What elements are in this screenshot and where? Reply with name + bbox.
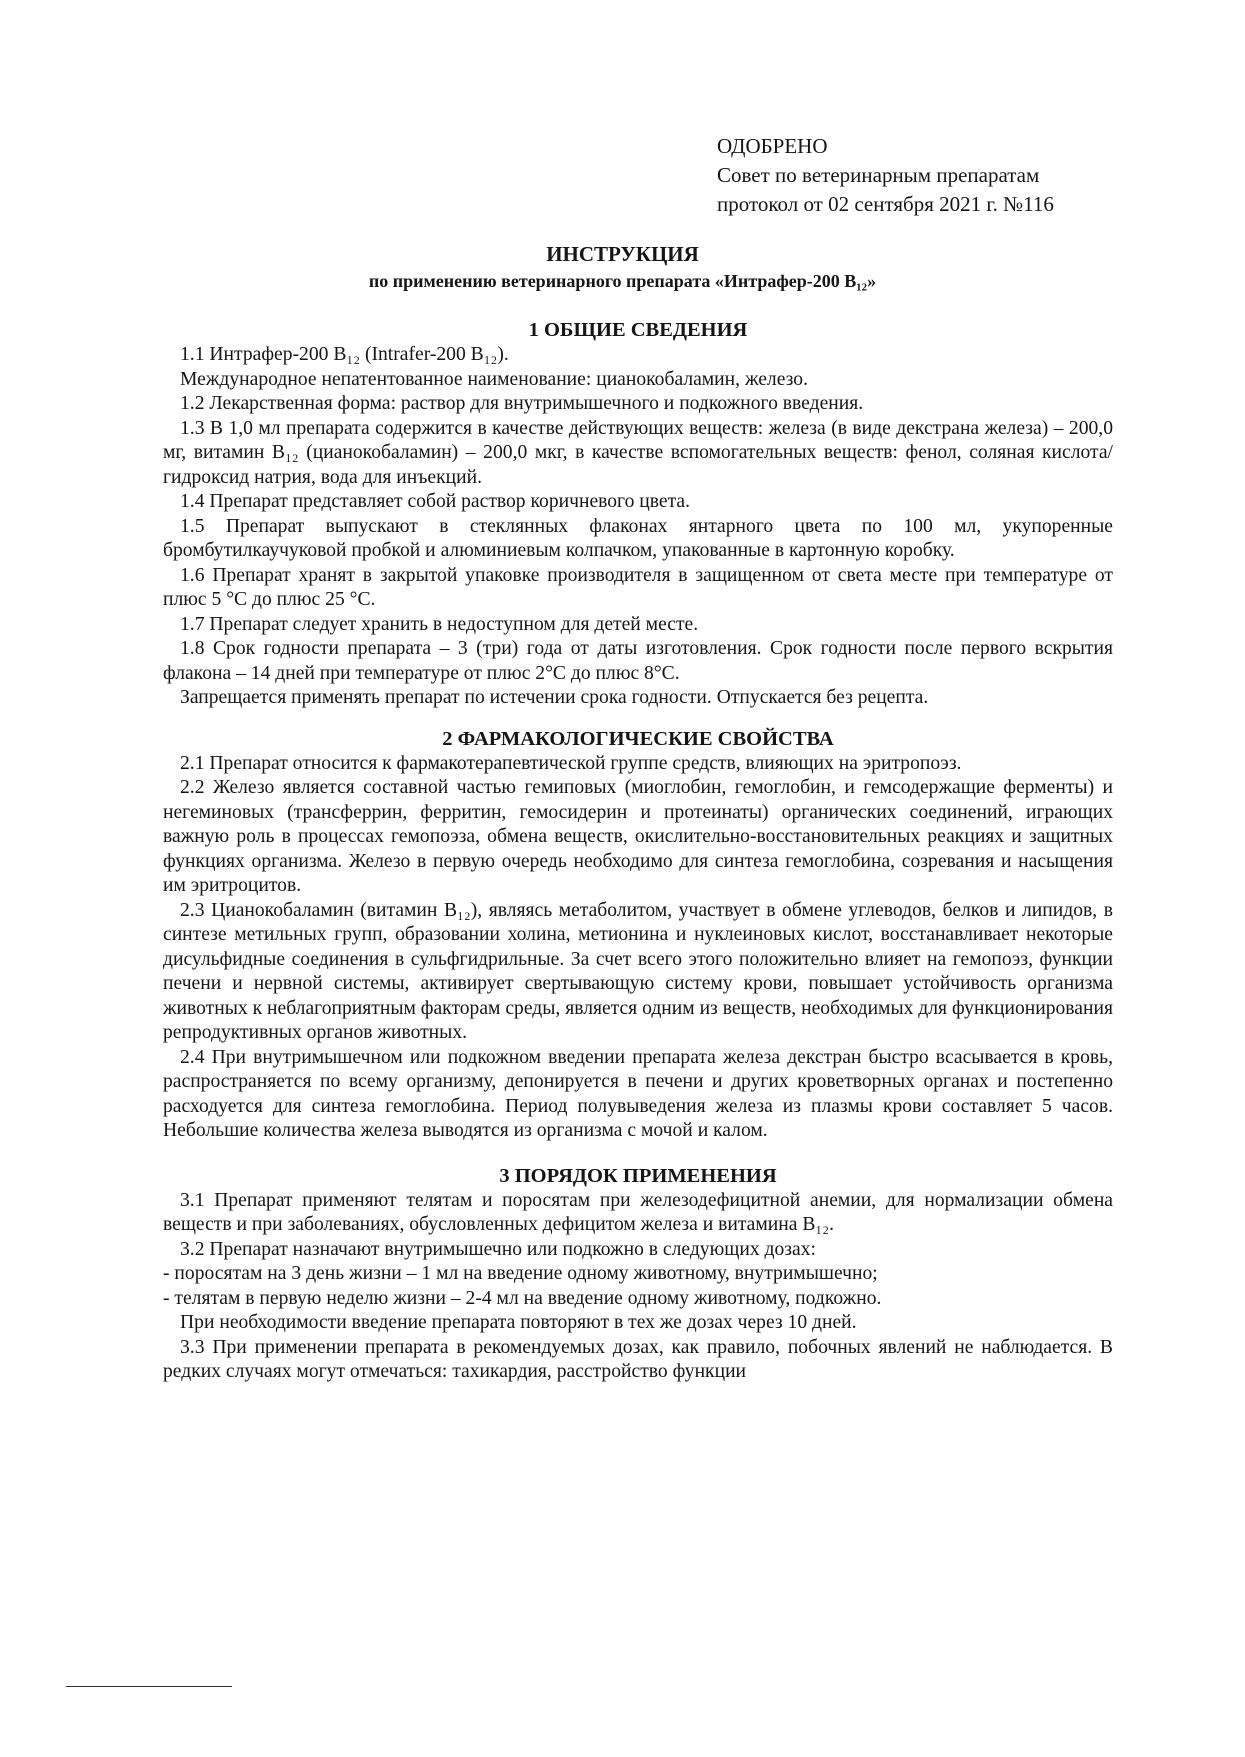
dose-item-calves: - телятам в первую неделю жизни – 2-4 мл на введение одному животному, подкожно. [163,1287,882,1309]
footnote-separator [66,1686,232,1687]
paragraph-2-4: 2.4 При внутримышечном или подкожном введении препарата железа декстран быстро всасывается в кровь, распространяется по всему организму, депонируется в печени и других кроветворных органах и постепенно расходуется для синтеза гемоглобина. Период полувыведения железа из плазмы крови составляет 5 часов. Небольшие количества железа выводятся из организма с мочой и калом. [163,1046,1113,1141]
paragraph-1-7: 1.7 Препарат следует хранить в недоступном для детей месте. [180,613,699,635]
approval-line-1: ОДОБРЕНО [717,134,828,158]
document-subtitle: по применению ветеринарного препарата «Интрафер-200 B₁₂» [368,271,877,291]
paragraph-3-1: 3.1 Препарат применяют телятам и поросятам при железодефицитной анемии, для нормализации обмена веществ и при заболеваниях, обусловленных дефицитом железа и витамина B₁₂. [163,1189,1113,1235]
paragraph-1-inn: Международное непатентованное наименование: цианокобаламин, железо. [180,368,808,390]
paragraph-1-6: 1.6 Препарат хранят в закрытой упаковке производителя в защищенном от света месте при температуре от плюс 5 °C до плюс 25 °C. [163,564,1113,610]
approval-line-3: протокол от 02 сентября 2021 г. №116 [717,192,1054,216]
paragraph-3-2: 3.2 Препарат назначают внутримышечно или подкожно в следующих дозах: [180,1238,816,1260]
section-heading-3: 3 ПОРЯДОК ПРИМЕНЕНИЯ [499,1164,777,1187]
document-title: ИНСТРУКЦИЯ [546,242,699,266]
paragraph-3-repeat: При необходимости введение препарата повторяют в тех же дозах через 10 дней. [180,1312,857,1333]
approval-stamp [717,132,1054,219]
paragraph-2-3: 2.3 Цианокобаламин (витамин B₁₂), являясь метаболитом, участвует в обмене углеводов, белков и липидов, в синтезе метильных групп, образовании холина, метионина и нуклеиновых кислот, восстанавливает некоторые дисульфидные соединения в сульфгидрильные. За счет всего этого положительно влияет на гемопоэз, функции печени и нервной системы, активирует свертывающую систему крови, повышает устойчивость организма животных к неблагоприятным факторам среды, является одним из веществ, необходимых для функционирования репродуктивных органов животных. [163,899,1113,1043]
section-heading-1: 1 ОБЩИЕ СВЕДЕНИЯ [528,319,748,341]
section-heading-2: 2 ФАРМАКОЛОГИЧЕСКИЕ СВОЙСТВА [442,727,834,750]
paragraph-2-2: 2.2 Железо является составной частью гемиповых (миоглобин, гемоглобин, и гемсодержащие ферменты) и негеминовых (трансферрин, ферритин, гемосидерин и протеинаты) органических соединений, играющих важную роль в процессах гемопоэза, обмена веществ, окислительно-восстановительных реакциях и защитных функциях организма. Железо в первую очередь необходимо для синтеза гемоглобина, созревания и насыщения им эритроцитов. [163,777,1113,896]
paragraph-1-5: 1.5 Препарат выпускают в стеклянных флаконах янтарного цвета по 100 мл, укупоренные бромбутилкаучуковой пробкой и алюминиевым колпачком, упакованные в картонную коробку. [163,515,1113,561]
paragraph-1-4: 1.4 Препарат представляет собой раствор коричневого цвета. [180,491,691,512]
paragraph-2-1: 2.1 Препарат относится к фармакотерапевтической группе средств, влияющих на эритропоэз. [180,752,962,774]
paragraph-1-2: 1.2 Лекарственная форма: раствор для внутримышечного и подкожного введения. [180,393,864,414]
dose-item-piglets: - поросятам на 3 день жизни – 1 мл на введение одному животному, внутримышечно; [163,1263,878,1284]
approval-line-2: Совет по ветеринарным препаратам [717,163,1040,187]
paragraph-3-3: 3.3 При применении препарата в рекомендуемых дозах, как правило, побочных явлений не наблюдается. В редких случаях могут отмечаться: тахикардия, расстройство функции [163,1336,1113,1382]
paragraph-1-1: 1.1 Интрафер-200 B₁₂ (Intrafer-200 B₁₂). [180,344,509,365]
paragraph-1-prohibition: Запрещается применять препарат по истечении срока годности. Отпускается без рецепта. [180,687,929,708]
paragraph-1-3: 1.3 В 1,0 мл препарата содержится в качестве действующих веществ: железа (в виде декстрана железа) – 200,0 мг, витамин B₁₂ (цианокобаламин) – 200,0 мкг, в качестве вспомогательных веществ: фенол, соляная кислота/гидроксид натрия, вода для инъекций. [163,417,1113,488]
document-body [163,318,1113,1385]
paragraph-1-8: 1.8 Срок годности препарата – 3 (три) года от даты изготовления. Срок годности после первого вскрытия флакона – 14 дней при температуре от плюс 2°C до плюс 8°C. [163,638,1113,684]
